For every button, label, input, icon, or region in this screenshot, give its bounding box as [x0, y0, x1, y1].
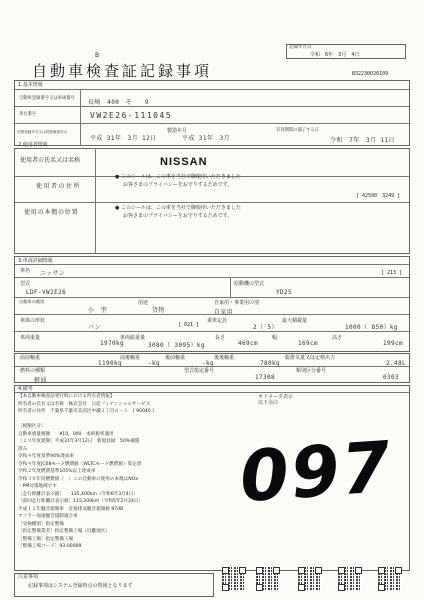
user-name-label: 使用者の氏名又は名称 — [20, 157, 81, 164]
remark-line: 令和２年度燃費基準105%以上達成車 — [18, 469, 96, 474]
remark-line: 【本自動車検査証発行時における所有者情報】 — [18, 394, 115, 399]
remark-line: ［整備工場］指定整備工場 — [18, 536, 74, 542]
type-approval-value: 17308 — [255, 374, 276, 381]
seal-notice-3: ● このシールは、この車を当社で御使用いただきました — [115, 205, 241, 211]
seal-notice-text: このシールは、この車を当社で御使用いただきました — [120, 174, 241, 180]
privacy-seal — [100, 150, 260, 250]
class-label: 類別区分番号 — [296, 368, 327, 374]
expiry-label: 有効期間の満了する日 — [276, 128, 319, 133]
model-label: 型式 — [20, 281, 31, 287]
seal-notice-text: このシールは、この車を当社で御使用いただきました — [120, 205, 241, 211]
weight-label: 車両重量 — [20, 335, 41, 341]
section-vehicle-detail — [14, 256, 410, 352]
remark-line: 済み — [18, 446, 28, 452]
displacement-label: 総排気量又は定格出力 — [285, 355, 336, 361]
remark-line: ［走行距離計表示値］ 135,400km（令和6年3月4日） — [18, 491, 138, 497]
seal-notice-1: ● このシールは、この車を当社で御使用いただきました — [115, 174, 241, 180]
remark-line: ・PM対策地域です — [18, 484, 57, 489]
section3-title: 3.車両詳細情報 — [18, 258, 53, 264]
rear-axle-value: -kg — [202, 360, 215, 367]
remark-line: 平成１２年騒音規制車 近接排気騒音規制値 97dB — [18, 506, 124, 512]
qr-code — [378, 567, 402, 591]
divider — [14, 123, 410, 124]
chassis-label: 車台番号 — [19, 112, 37, 117]
rear2-axle-label: 後後軸重 — [214, 355, 235, 361]
length-value: 469cm — [238, 340, 259, 347]
section1-title: 1.基本情報 — [18, 82, 43, 88]
seal-notice-2: お客さまのプライバシーをお守りするためです。 — [123, 182, 233, 188]
length-label: 長さ — [215, 335, 226, 341]
kind-value: 小 型 — [88, 307, 108, 314]
divider — [14, 314, 410, 315]
max-load-label: 最大積載量 — [282, 318, 308, 324]
doc-number: B32230026109 — [352, 71, 389, 77]
issue-date-label: 記録年月日 — [289, 45, 312, 50]
remark-line: ［２９年度規制］平成31年3月12日 新規登録 50%補償 — [18, 439, 140, 444]
handwritten-number: 097 — [237, 425, 395, 519]
divider — [14, 331, 410, 332]
reg-value: 長崎 400 そ 9 — [88, 99, 149, 106]
qr-code — [338, 567, 362, 591]
issue-date-value: 令和 6年 3月 4日 — [310, 52, 360, 58]
nissan-logo: NISSAN — [160, 156, 208, 168]
odometer-value: 以下余白 — [258, 400, 279, 406]
info-title: 注意事項 — [18, 574, 39, 580]
divider — [14, 89, 410, 90]
fuel-label: 燃料の種類 — [20, 368, 46, 374]
gross-weight-label: 車両総重量 — [120, 335, 146, 341]
seal-notice-4: お客さまのプライバシーをお守りするためです。 — [123, 213, 233, 219]
remark-line: ［前回走行距離計表示値］115,200km（令和5年2月24日） — [18, 499, 144, 504]
odometer-label: オドメータ表示 — [258, 394, 293, 400]
qr-code — [256, 567, 280, 591]
class-value: 0303 — [383, 374, 400, 381]
remarks-list — [18, 394, 248, 552]
qr-code — [222, 567, 246, 591]
shape-label: 車体の形状 — [20, 318, 46, 324]
section4-title: 4.備考 — [18, 386, 33, 392]
reg-label: 自動車登録番号又は車両番号 — [19, 96, 75, 101]
displacement-value: 2.48L — [386, 360, 407, 367]
remark-line: ［指定整備業者］指定整備工場（近畿地区） — [18, 529, 110, 534]
height-label: 高さ — [332, 335, 343, 341]
rear-axle-label: 後前軸重 — [165, 355, 186, 361]
height-value: 199cm — [383, 340, 404, 347]
weight-value: 1970kg — [100, 340, 125, 347]
chassis-value: VW2E26-111045 — [90, 111, 173, 120]
divider — [230, 277, 231, 297]
shape-value: バン — [88, 324, 101, 331]
type-approval-label: 型式指定番号 — [184, 368, 215, 374]
first-reg-label: 初度登録年月又は初度検査年月 — [17, 130, 68, 134]
divider — [14, 106, 410, 107]
remark-line: 令和４年度JC08モード燃費値（WLTCモード燃費値）算定済 — [18, 461, 142, 467]
first-reg-value: 平成 31年 3月 12日 — [90, 135, 157, 142]
seal-code: [ 42500 3249 ] — [356, 193, 401, 199]
info-text: 記録事項はシステム登録時点の情報となります — [28, 583, 133, 589]
remark-line: 所有者の氏名又は名称 株式会社 日産フィナンシャルサービス — [18, 401, 151, 407]
use-label: 用途 — [138, 300, 149, 306]
divider — [95, 148, 96, 254]
divider — [14, 392, 410, 393]
shape-code: [ 021 ] — [178, 322, 200, 328]
capacity-label: 乗車定員 — [207, 318, 228, 324]
b-mark: B — [95, 52, 100, 59]
width-label: 幅 — [272, 335, 278, 341]
gross-weight-value: 3080（ 3095）kg — [148, 342, 205, 349]
divider — [14, 264, 410, 265]
remark-line: 令和４年度基準90%達成車 — [18, 454, 75, 459]
divider — [14, 366, 410, 367]
capacity-value: 2（ 5） — [253, 324, 278, 331]
mfg-label: 製造年月 — [167, 128, 188, 134]
remark-line: マフラー加速騒音規制適合車 — [18, 514, 78, 519]
use-value: 貨物 — [152, 307, 165, 314]
maker-value: ニッサン — [40, 270, 66, 277]
width-value: 169cm — [298, 340, 319, 347]
page-title: 自動車検査証記録事項 — [32, 62, 213, 80]
remark-line: 令和３０年度燃費値（ ）この自動車の使用の本拠はNOx — [18, 476, 139, 482]
remark-line: ［受検種別］指定整備 — [18, 521, 64, 527]
remark-line: ［整備工場コード］93-00009 — [18, 544, 82, 549]
qr-code — [298, 567, 322, 591]
front2-axle-label: 前後軸重 — [120, 355, 141, 361]
purpose-label: 自家用・事業用の別 — [214, 300, 260, 306]
model-value: LDF-VW2E26 — [26, 289, 67, 296]
remark-line: 自動車重量税額 ¥10，000 本則税率適用 — [18, 431, 114, 437]
divider — [80, 89, 81, 146]
front2-axle-value: -kg — [148, 360, 161, 367]
kind-label: 自動車の種別 — [19, 299, 45, 304]
remark-line — [18, 417, 248, 425]
remark-line: ［税額区分］ — [18, 424, 94, 429]
expiry-value: 令和 7年 3月 11日 — [330, 137, 395, 144]
maker-label: 車名 — [20, 268, 31, 274]
rear2-axle-value: 780kg — [260, 360, 281, 367]
remark-line: 所有者の住所 千葉県千葉市美浜区中瀬２丁目６－１ [ 90040 ] — [18, 409, 154, 414]
front-axle-label: 前前軸重 — [20, 355, 41, 361]
private-value: 自家用 — [214, 309, 234, 316]
maker-code: [ 213 ] — [381, 270, 403, 276]
divider — [14, 277, 410, 278]
max-load-value: 1000（ 850）kg — [345, 324, 398, 331]
mfg-value: 平成 31年 3月 — [182, 135, 231, 142]
divider — [14, 297, 410, 298]
engine-label: 原動機の型式 — [234, 281, 265, 287]
fuel-value: 軽油 — [34, 377, 47, 384]
base-location-label: 使用の本拠の位置 — [24, 209, 79, 216]
engine-value: YD25 — [276, 289, 293, 296]
section2-title: 2.使用者情報 — [18, 142, 48, 148]
front-axle-value: 1190kg — [98, 360, 123, 367]
user-address-label: 使用者の住所 — [36, 183, 82, 190]
